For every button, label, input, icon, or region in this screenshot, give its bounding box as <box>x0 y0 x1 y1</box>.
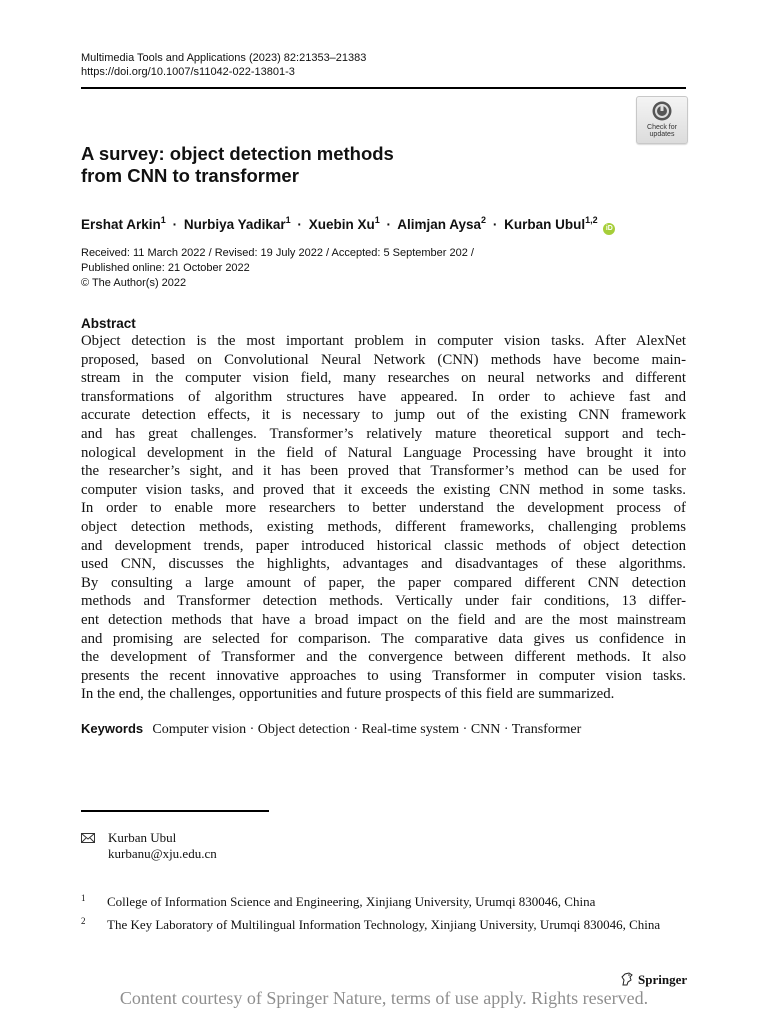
author-affiliation-ref: 1 <box>374 215 380 225</box>
abstract-line: computer vision tasks, and proved that it exceeds the existing CNN method in some tasks. <box>81 481 686 498</box>
abstract-line: stream in the computer vision field, many researches on neural networks and different <box>81 370 686 387</box>
abstract-line: presents the recent innovative approaches to using Transformer in computer vision tasks. <box>81 667 686 684</box>
author-separator: · <box>492 217 498 232</box>
author-name[interactable]: Kurban Ubul <box>504 217 586 232</box>
badge-line-1: Check for <box>647 124 677 131</box>
title-line-1: A survey: object detection methods <box>81 143 394 164</box>
springer-horse-icon <box>620 972 634 986</box>
abstract-line: ent detection methods that have a broad impact on the field and are the most mainstream <box>81 611 686 628</box>
copyright-notice: Content courtesy of Springer Nature, terms of use apply. Rights reserved. <box>119 988 649 1008</box>
abstract-line: and development trends, paper introduced historical classic methods of object detection <box>81 537 686 554</box>
abstract-line: In the end, the challenges, opportunities and future prospects of this field are summarized. <box>81 686 615 703</box>
author-affiliation-ref: 2 <box>481 215 487 225</box>
author-separator: · <box>172 217 178 232</box>
author-affiliation-ref: 1 <box>285 215 291 225</box>
abstract-line: used CNN, discusses the highlights, advantages and disadvantages of these algorithms. <box>81 556 686 573</box>
badge-line-2: updates <box>649 131 675 138</box>
publication-dates <box>81 246 474 291</box>
keywords-row <box>81 720 581 739</box>
author-separator: · <box>297 217 302 232</box>
abstract-line: object detection methods, existing methods, different frameworks, challenging problems <box>81 518 686 535</box>
affiliation-text: College of Information Science and Engineering, Xinjiang University, Urumqi 830046, China <box>107 894 596 909</box>
abstract-line: Object detection is the most important problem in computer vision tasks. After AlexNet <box>81 333 686 349</box>
author-affiliation-ref: 1 <box>160 215 166 225</box>
author-separator: · <box>386 217 391 232</box>
corresponding-author-email[interactable]: kurbanu@xju.edu.cn <box>108 846 217 861</box>
abstract-line: the development of Transformer and the convergence between different methods. It also <box>81 649 686 666</box>
author-name[interactable]: Xuebin Xu <box>308 217 375 232</box>
abstract-line: methods and Transformer detection methods. Vertically under fair conditions, 13 differ- <box>81 593 686 610</box>
publisher-name: Springer <box>638 972 688 987</box>
badge-text <box>637 124 687 138</box>
orcid-icon[interactable]: iD <box>603 223 615 235</box>
keywords-label: Keywords <box>81 721 144 736</box>
check-for-updates-badge[interactable] <box>636 96 688 144</box>
abstract-line: proposed, based on Convolutional Neural Network (CNN) methods have become main- <box>81 351 686 368</box>
dates-line-2: Published online: 21 October 2022 <box>81 262 250 274</box>
journal-line: Multimedia Tools and Applications (2023) 82:21353–21383 <box>81 52 367 64</box>
keywords-values: Computer vision · Object detection · Real-time system · CNN · Transformer <box>152 722 582 737</box>
footnote-rule <box>81 810 269 812</box>
author-name[interactable]: Ershat Arkin <box>81 217 161 232</box>
author-affiliation-ref: 1,2 <box>585 215 598 225</box>
abstract-line: the researcher’s sight, and it has been proved that Transformer’s method can be used for <box>81 463 686 480</box>
author-name[interactable]: Nurbiya Yadikar <box>183 217 286 232</box>
affiliation-number: 2 <box>81 916 86 926</box>
abstract-line: and has great challenges. Transformer’s relatively mature theoretical support and tech- <box>81 425 686 442</box>
title-line-2: from CNN to transformer <box>81 165 299 186</box>
check-updates-icon <box>652 101 672 121</box>
author-list <box>81 211 615 235</box>
abstract-line: In order to enable more researchers to better understand the development process of <box>81 500 686 517</box>
abstract-line: transformations of algorithm structures have appeared. In order to achieve fast and <box>81 388 686 405</box>
abstract-line: accurate detection effects, it is necessary to jump out of the existing CNN framework <box>81 407 686 424</box>
corresponding-author-name: Kurban Ubul <box>108 830 177 845</box>
publisher-logo <box>620 972 687 988</box>
copyright-line: © The Author(s) 2022 <box>81 277 187 289</box>
abstract-line: nological development in the field of Natural Language Processing have brought it into <box>81 444 686 461</box>
abstract-line: By consulting a large amount of paper, the paper compared different CNN detection <box>81 574 686 591</box>
abstract-heading: Abstract <box>81 316 136 331</box>
article-title <box>81 143 394 187</box>
affiliation-text: The Key Laboratory of Multilingual Information Technology, Xinjiang University, Urumqi 830046, China <box>107 917 661 932</box>
abstract-body <box>81 332 686 704</box>
envelope-icon <box>81 833 95 843</box>
dates-line-1: Received: 11 March 2022 / Revised: 19 July 2022 / Accepted: 5 September 202 / <box>81 247 474 259</box>
journal-citation <box>81 51 366 79</box>
abstract-line: and promising are selected for comparison. The comparative data gives us confidence in <box>81 630 686 647</box>
author-name[interactable]: Alimjan Aysa <box>397 217 482 232</box>
doi-link[interactable]: https://doi.org/10.1007/s11042-022-13801-3 <box>81 66 295 78</box>
affiliation-number: 1 <box>81 893 86 903</box>
header-rule <box>81 87 686 89</box>
